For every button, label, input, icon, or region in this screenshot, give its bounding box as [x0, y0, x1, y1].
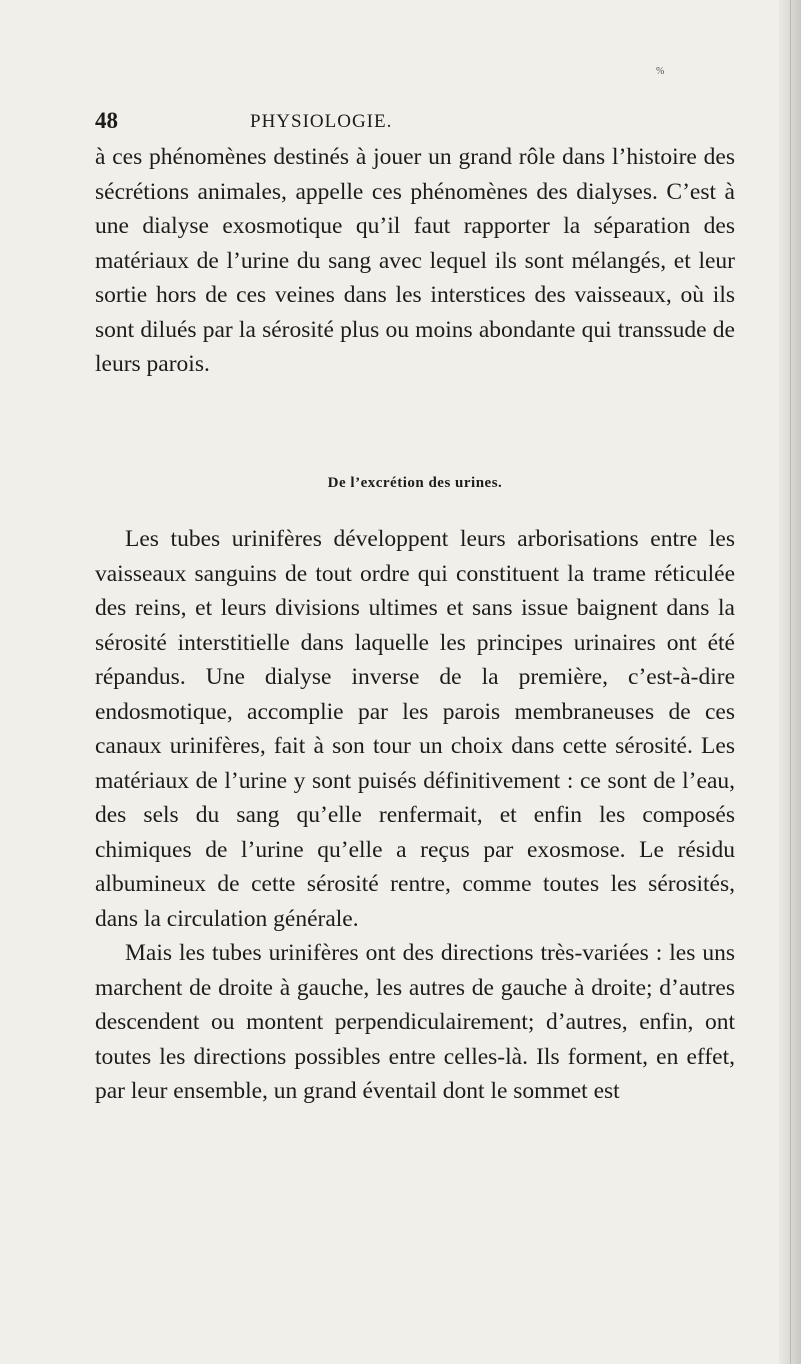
paragraph-tubes: Les tubes urinifères développent leurs arborisations entre les vaisseaux sanguins de tout ordre qui constituent la trame réticulée des reins, et leurs divisions ultimes et sans issue baignent dans la sérosité interstitielle dans laquelle les principes urinaires ont été répandus. Une dialyse inverse de la première, c’est-à-dire endosmotique, accomplie par les parois membraneuses de ces canaux urinifères, fait à son tour un choix dans cette sérosité. Les matériaux de l’urine y sont puisés définitivement : ce sont de l’eau, des sels du sang qu’elle renfermait, et enfin les composés chimiques de l’urine qu’elle a reçus par exosmose. Le résidu albumineux de cette sérosité rentre, comme toutes les sérosités, dans la circulation générale. [95, 526, 735, 932]
page-edge-line [790, 0, 791, 1364]
paragraph-intro: à ces phénomènes destinés à jouer un grand rôle dans l’histoire des sécrétions animales, appelle ces phénomènes des dialyses. C’est à une dialyse exosmotique qu’il faut rapporter la séparation des matériaux de l’urine du sang avec lequel ils sont mélangés, et leur sortie hors de ces veines dans les interstices des vaisseaux, où ils sont dilués par la sérosité plus ou moins abondante qui transsude de leurs parois. [95, 144, 735, 377]
running-head: PHYSIOLOGIE. [250, 111, 393, 132]
page-number: 48 [95, 108, 118, 133]
paragraph-directions: Mais les tubes urinifères ont des directions très-variées : les uns marchent de droite à gauche, les autres de gauche à droite; d’autres descendent ou montent perpendiculairement; d’autres, enfin, ont toutes les directions possibles entre celles-là. Ils forment, en effet, par leur ensemble, un grand éventail dont le sommet est [95, 940, 735, 1104]
stray-print-mark: % [656, 66, 665, 77]
page-header [95, 108, 735, 140]
section-heading: De l’excrétion des urines. [327, 475, 503, 491]
